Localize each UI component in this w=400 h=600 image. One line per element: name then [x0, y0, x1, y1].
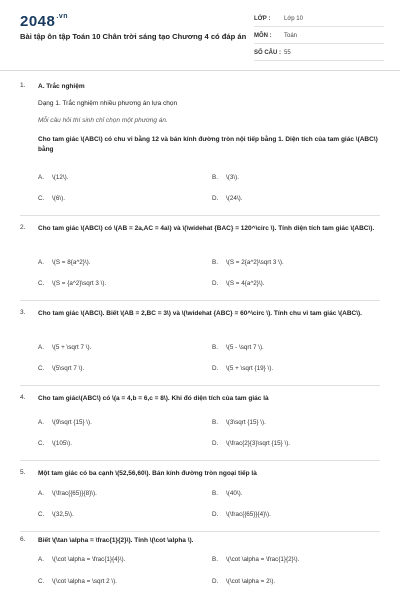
meta-key: LỚP :: [254, 16, 271, 22]
option-a[interactable]: [38, 490, 97, 497]
option-text: \(\cot \alpha = \frac{1}{4}\).: [52, 556, 126, 563]
section-title: A. Trắc nghiệm: [38, 83, 85, 90]
divider: [20, 531, 380, 532]
option-text: \(5 - \sqrt 7 \).: [226, 344, 264, 351]
option-letter: D.: [212, 578, 219, 585]
option-c[interactable]: [38, 195, 65, 202]
meta-value: 55: [284, 50, 291, 56]
option-text: \(24\).: [226, 195, 243, 202]
divider: [20, 300, 380, 301]
option-letter: C.: [38, 195, 45, 202]
question-number: 5.: [20, 469, 26, 476]
option-letter: B.: [212, 174, 218, 181]
option-letter: D.: [212, 511, 219, 518]
option-text: \(5\sqrt 7 \).: [52, 365, 85, 372]
option-d[interactable]: [212, 280, 265, 287]
option-letter: A.: [38, 419, 44, 426]
site-logo[interactable]: [20, 13, 68, 30]
option-text: \(\cot \alpha = \sqrt 2 \).: [52, 578, 117, 585]
option-letter: B.: [212, 259, 218, 266]
option-letter: A.: [38, 174, 44, 181]
logo-tld: .vn: [56, 13, 68, 20]
option-b[interactable]: [212, 259, 284, 266]
logo-text: 2048: [20, 13, 56, 30]
option-a[interactable]: [38, 174, 68, 181]
header: [0, 0, 400, 71]
option-d[interactable]: [212, 440, 290, 447]
option-text: \(9\sqrt {15} \).: [52, 419, 92, 426]
option-text: \(S = 4{a^2}\).: [226, 280, 265, 287]
option-d[interactable]: [212, 195, 242, 202]
question-text: Biết \(\tan \alpha = \frac{1}{2}\). Tính \(\cot \alpha \).: [38, 537, 194, 544]
question-number: 1.: [20, 82, 26, 89]
option-letter: A.: [38, 490, 44, 497]
option-a[interactable]: [38, 419, 92, 426]
option-letter: D.: [212, 195, 219, 202]
option-letter: B.: [212, 490, 218, 497]
option-text: \(40\).: [226, 490, 243, 497]
option-text: \(12\).: [52, 174, 69, 181]
option-text: \(3\sqrt {15} \).: [226, 419, 266, 426]
option-a[interactable]: [38, 259, 91, 266]
question-text: Cho tam giác \(ABC\) có chu vi bằng 12 và bán kính đường tròn nội tiếp bằng 1. Diện tích của tam giác \(ABC\) bằng: [38, 136, 378, 153]
meta-row-class: [254, 12, 384, 27]
question-number: 6.: [20, 536, 26, 543]
document-title: Bài tập ôn tập Toán 10 Chân trời sáng tạo Chương 4 có đáp án: [20, 32, 247, 41]
option-text: \(6\).: [52, 195, 65, 202]
option-a[interactable]: [38, 344, 91, 351]
option-c[interactable]: [38, 511, 74, 518]
option-b[interactable]: [212, 490, 242, 497]
option-text: \(S = 2{a^2}\sqrt 3 \).: [226, 259, 284, 266]
option-letter: A.: [38, 259, 44, 266]
option-text: \(\cot \alpha = \frac{1}{2}\).: [226, 556, 300, 563]
option-c[interactable]: [38, 280, 106, 287]
option-c[interactable]: [38, 578, 117, 585]
question-text: Cho tam giác\(ABC\) có \(a = 4,b = 6,c = 8\). Khi đó diện tích của tam giác là: [38, 395, 269, 402]
option-letter: B.: [212, 344, 218, 351]
meta-value: Toán: [284, 33, 298, 39]
option-text: \(3\).: [226, 174, 239, 181]
document-meta: [254, 12, 384, 63]
option-text: \(5 + \sqrt {19} \).: [226, 365, 274, 372]
meta-key: MÔN :: [254, 33, 272, 39]
option-letter: A.: [38, 344, 44, 351]
option-letter: C.: [38, 280, 45, 287]
option-d[interactable]: [212, 511, 271, 518]
question-number: 2.: [20, 224, 26, 231]
option-b[interactable]: [212, 344, 264, 351]
option-d[interactable]: [212, 578, 275, 585]
option-text: \(5 + \sqrt 7 \).: [52, 344, 92, 351]
option-letter: B.: [212, 556, 218, 563]
question-type: Dạng 1. Trắc nghiệm nhiều phương án lựa chọn: [38, 100, 178, 107]
question-number: 4.: [20, 394, 26, 401]
question-number: 3.: [20, 309, 26, 316]
option-letter: A.: [38, 556, 44, 563]
option-d[interactable]: [212, 365, 273, 372]
option-text: \(105\).: [52, 440, 72, 447]
option-letter: C.: [38, 440, 45, 447]
option-letter: D.: [212, 440, 219, 447]
divider: [20, 215, 380, 216]
divider: [20, 385, 380, 386]
option-c[interactable]: [38, 440, 72, 447]
option-text: \(\frac{{65}}{8}\).: [52, 490, 97, 497]
question-text: Cho tam giác \(ABC\). Biết \(AB = 2,BC = 3\) và \(\widehat {ABC} = 60^\circ \). Tính chu vi tam giác \(ABC\).: [38, 310, 362, 317]
option-letter: B.: [212, 419, 218, 426]
meta-key: SỐ CÂU :: [254, 50, 281, 56]
option-text: \(S = 8{a^2}\).: [52, 259, 91, 266]
option-b[interactable]: [212, 174, 239, 181]
option-c[interactable]: [38, 365, 84, 372]
option-letter: D.: [212, 365, 219, 372]
option-text: \(32,5\).: [52, 511, 74, 518]
question-text: Một tam giác có ba cạnh \(52,56,60\). Bán kính đường tròn ngoại tiếp là: [38, 470, 257, 477]
option-text: \(S = {a^2}\sqrt 3 \).: [52, 280, 107, 287]
divider: [20, 460, 380, 461]
option-a[interactable]: [38, 556, 125, 563]
meta-value: Lớp 10: [284, 16, 303, 22]
meta-row-subject: [254, 29, 384, 44]
option-text: \(\cot \alpha = 2\).: [226, 578, 276, 585]
meta-row-question-count: [254, 46, 384, 61]
option-letter: C.: [38, 365, 45, 372]
option-text: \(\frac{{65}}{4}\).: [226, 511, 271, 518]
question-text: Cho tam giác \(ABC\) có \(AB = 2a,AC = 4a\) và \(\widehat {BAC} = 120^\circ \). Tính diện tích tam giác \(ABC\).: [38, 225, 375, 232]
option-letter: C.: [38, 511, 45, 518]
option-text: \(\frac{2}{3}\sqrt {15} \).: [226, 440, 291, 447]
option-letter: C.: [38, 578, 45, 585]
option-b[interactable]: [212, 419, 266, 426]
option-letter: D.: [212, 280, 219, 287]
option-b[interactable]: [212, 556, 299, 563]
question-instruction: Mỗi câu hỏi thí sinh chỉ chọn một phương án.: [38, 117, 168, 124]
